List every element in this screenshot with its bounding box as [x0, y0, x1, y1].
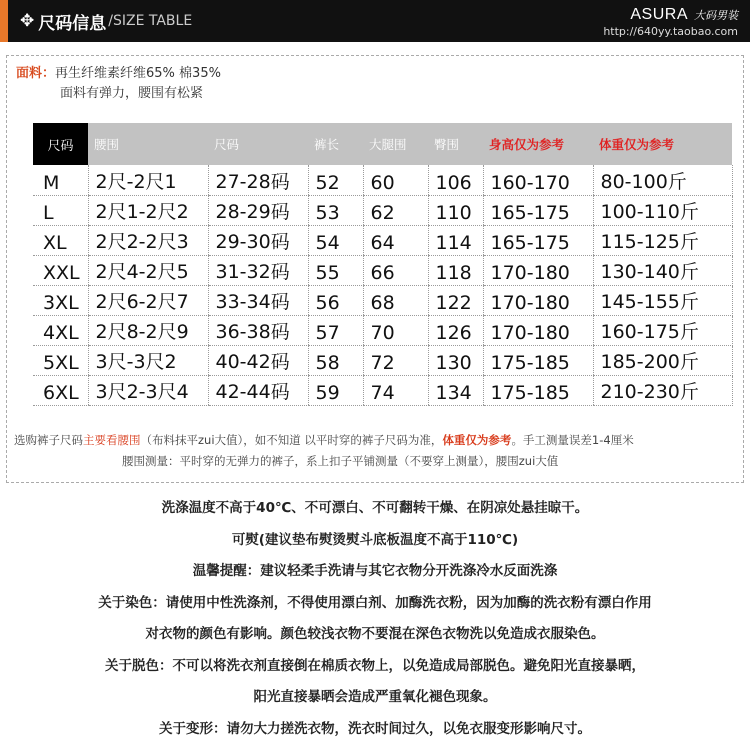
- header-weight: 体重仅为参考: [593, 123, 732, 165]
- fabric-info: [16, 64, 221, 104]
- advice-highlight-waist: 主要看腰围: [83, 433, 141, 447]
- cell-height: 165-175: [483, 195, 593, 225]
- care-line: 温馨提醒：建议轻柔手洗请与其它衣物分开洗涤冷水反面洗涤: [192, 563, 558, 579]
- care-line: 洗涤温度不高于40℃、不可漂白、不可翻转干燥、在阴凉处悬挂晾干。: [161, 500, 589, 516]
- cell-waist: 2尺8-2尺9: [88, 315, 208, 345]
- cell-length: 55: [308, 255, 363, 285]
- sizing-advice: [14, 430, 744, 472]
- cell-weight: 210-230斤: [593, 375, 732, 405]
- cell-code: 29-30码: [208, 225, 308, 255]
- fabric-label: 面料：: [16, 66, 56, 81]
- cell-height: 175-185: [483, 345, 593, 375]
- cell-thigh: 64: [363, 225, 428, 255]
- table-row: [33, 375, 732, 405]
- cell-hip: 106: [428, 165, 483, 195]
- cell-code: 27-28码: [208, 165, 308, 195]
- brand-name: ASURA: [630, 6, 688, 23]
- table-row: [33, 255, 732, 285]
- waist-measure-note: 腰围测量：平时穿的无弹力的裤子，系上扣子平铺测量（不要穿上测量），腰围zui大值: [122, 454, 559, 468]
- cell-height: 170-180: [483, 315, 593, 345]
- advice-highlight-weight: 体重仅为参考: [442, 433, 512, 447]
- header-accent-bar: [0, 0, 8, 42]
- cell-hip: 118: [428, 255, 483, 285]
- header-code: 尺码: [208, 123, 308, 165]
- cell-hip: 130: [428, 345, 483, 375]
- brand-block: [603, 4, 738, 38]
- cell-size: L: [33, 195, 88, 225]
- cell-weight: 130-140斤: [593, 255, 732, 285]
- title-chinese: 尺码信息: [38, 13, 107, 34]
- title-english: /SIZE TABLE: [108, 13, 193, 29]
- cell-height: 175-185: [483, 375, 593, 405]
- cell-code: 33-34码: [208, 285, 308, 315]
- cell-hip: 114: [428, 225, 483, 255]
- cell-hip: 110: [428, 195, 483, 225]
- care-line: 对衣物的颜色有影响。颜色较浅衣物不要混在深色衣物洗以免造成衣服染色。: [145, 626, 605, 642]
- cell-height: 165-175: [483, 225, 593, 255]
- table-row: [33, 225, 732, 255]
- cell-waist: 2尺2-2尺3: [88, 225, 208, 255]
- cell-weight: 145-155斤: [593, 285, 732, 315]
- cell-waist: 2尺-2尺1: [88, 165, 208, 195]
- cell-height: 170-180: [483, 255, 593, 285]
- cell-length: 52: [308, 165, 363, 195]
- header-hip: 臀围: [428, 123, 483, 165]
- cell-length: 56: [308, 285, 363, 315]
- cell-waist: 3尺2-3尺4: [88, 375, 208, 405]
- cell-length: 54: [308, 225, 363, 255]
- cell-thigh: 68: [363, 285, 428, 315]
- cell-size: M: [33, 165, 88, 195]
- cell-length: 53: [308, 195, 363, 225]
- cell-hip: 122: [428, 285, 483, 315]
- cell-code: 40-42码: [208, 345, 308, 375]
- cell-height: 160-170: [483, 165, 593, 195]
- fabric-composition: 再生纤维素纤维65% 棉35%: [55, 66, 221, 81]
- cell-code: 42-44码: [208, 375, 308, 405]
- cell-size: 5XL: [33, 345, 88, 375]
- cell-thigh: 66: [363, 255, 428, 285]
- brand-tagline: 大码男装: [694, 9, 738, 22]
- cell-size: XXL: [33, 255, 88, 285]
- header-thigh: 大腿围: [363, 123, 428, 165]
- cell-thigh: 70: [363, 315, 428, 345]
- header-length: 裤长: [308, 123, 363, 165]
- table-row: [33, 165, 732, 195]
- fabric-note: 面料有弹力，腰围有松紧: [60, 86, 204, 101]
- cell-code: 28-29码: [208, 195, 308, 225]
- care-line: 关于变形：请勿大力搓洗衣物，洗衣时间过久，以免衣服变形影响尺寸。: [159, 720, 591, 737]
- cell-size: 3XL: [33, 285, 88, 315]
- cell-waist: 3尺-3尺2: [88, 345, 208, 375]
- advice-text: （布料抹平zui大值），如不知道 以平时穿的裤子尺码为准，: [140, 433, 443, 447]
- header-height: 身高仅为参考: [483, 123, 593, 165]
- advice-text: 。手工测量误差1-4厘米: [511, 433, 634, 447]
- table-row: [33, 315, 732, 345]
- care-line: 可熨(建议垫布熨烫熨斗底板温度不高于110℃): [231, 531, 519, 548]
- cell-length: 59: [308, 375, 363, 405]
- cell-thigh: 74: [363, 375, 428, 405]
- size-table: [33, 123, 733, 406]
- table-row: [33, 285, 732, 315]
- cell-weight: 160-175斤: [593, 315, 732, 345]
- header-waist: 腰围: [88, 123, 208, 165]
- cell-hip: 134: [428, 375, 483, 405]
- cell-hip: 126: [428, 315, 483, 345]
- cell-length: 57: [308, 315, 363, 345]
- header-size: 尺码: [33, 123, 88, 165]
- cell-thigh: 62: [363, 195, 428, 225]
- table-row: [33, 345, 732, 375]
- cell-waist: 2尺6-2尺7: [88, 285, 208, 315]
- advice-text: 选购裤子尺码: [14, 433, 83, 447]
- store-url[interactable]: http://640yy.taobao.com: [603, 25, 738, 38]
- cell-length: 58: [308, 345, 363, 375]
- cell-size: 6XL: [33, 375, 88, 405]
- cell-waist: 2尺1-2尺2: [88, 195, 208, 225]
- section-title: [20, 9, 192, 33]
- cell-size: 4XL: [33, 315, 88, 345]
- cell-weight: 80-100斤: [593, 165, 732, 195]
- cell-thigh: 60: [363, 165, 428, 195]
- cell-size: XL: [33, 225, 88, 255]
- cell-height: 170-180: [483, 285, 593, 315]
- crosshair-icon: ✥: [20, 11, 35, 31]
- cell-weight: 115-125斤: [593, 225, 732, 255]
- table-row: [33, 195, 732, 225]
- care-line: 阳光直接暴晒会造成严重氧化褪色现象。: [253, 689, 497, 705]
- cell-weight: 100-110斤: [593, 195, 732, 225]
- cell-waist: 2尺4-2尺5: [88, 255, 208, 285]
- care-instructions: [0, 493, 750, 745]
- cell-weight: 185-200斤: [593, 345, 732, 375]
- care-line: 关于染色：请使用中性洗涤剂，不得使用漂白剂、加酶洗衣粉，因为加酶的洗衣粉有漂白作用: [98, 594, 652, 611]
- page-header: [0, 0, 750, 42]
- cell-code: 31-32码: [208, 255, 308, 285]
- care-line: 关于脱色：不可以将洗衣剂直接倒在棉质衣物上，以免造成局部脱色。避免阳光直接暴晒，: [105, 657, 645, 674]
- cell-thigh: 72: [363, 345, 428, 375]
- cell-code: 36-38码: [208, 315, 308, 345]
- table-header-row: [33, 123, 732, 165]
